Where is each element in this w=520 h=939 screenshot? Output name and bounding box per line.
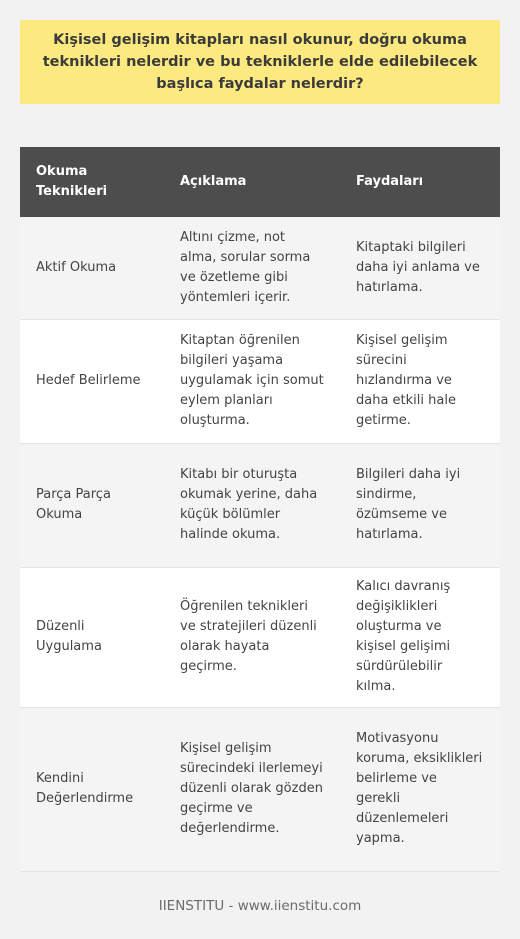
benefits-cell: Kalıcı davranış değişiklikleri oluşturma ve kişisel gelişimi sürdürülebilir kılma. [340, 567, 500, 707]
benefits-cell: Motivasyonu koruma, eksiklikleri belirleme ve gerekli düzenlemeleri yapma. [340, 707, 500, 871]
column-header-technique: Okuma Teknikleri [20, 147, 164, 217]
title-banner [20, 20, 500, 104]
technique-cell: Hedef Belirleme [20, 319, 164, 443]
description-cell: Öğrenilen teknikleri ve stratejileri düzenli olarak hayata geçirme. [164, 567, 340, 707]
column-header-benefits: Faydaları [340, 147, 500, 217]
table-row [20, 567, 500, 707]
technique-cell: Düzenli Uygulama [20, 567, 164, 707]
table-row [20, 443, 500, 567]
technique-cell: Aktif Okuma [20, 217, 164, 319]
table-row [20, 217, 500, 319]
footer-credit: IIENSTITU - www.iienstitu.com [158, 898, 362, 914]
table-header-row [20, 147, 500, 217]
reading-techniques-table [20, 147, 500, 872]
benefits-cell: Kişisel gelişim sürecini hızlandırma ve daha etkili hale getirme. [340, 319, 500, 443]
table-row [20, 707, 500, 871]
page-title: Kişisel gelişim kitapları nasıl okunur, doğru okuma teknikleri nelerdir ve bu tekniklerle elde edilebilecek başlıca faydalar nelerdir? [42, 32, 478, 92]
benefits-cell: Kitaptaki bilgileri daha iyi anlama ve hatırlama. [340, 217, 500, 319]
column-header-description: Açıklama [164, 147, 340, 217]
technique-cell: Kendini Değerlendirme [20, 707, 164, 871]
technique-cell: Parça Parça Okuma [20, 443, 164, 567]
description-cell: Kitabı bir oturuşta okumak yerine, daha küçük bölümler halinde okuma. [164, 443, 340, 567]
description-cell: Altını çizme, not alma, sorular sorma ve özetleme gibi yöntemleri içerir. [164, 217, 340, 319]
table-row [20, 319, 500, 443]
description-cell: Kitaptan öğrenilen bilgileri yaşama uygulamak için somut eylem planları oluşturma. [164, 319, 340, 443]
benefits-cell: Bilgileri daha iyi sindirme, özümseme ve hatırlama. [340, 443, 500, 567]
description-cell: Kişisel gelişim sürecindeki ilerlemeyi düzenli olarak gözden geçirme ve değerlendirme. [164, 707, 340, 871]
